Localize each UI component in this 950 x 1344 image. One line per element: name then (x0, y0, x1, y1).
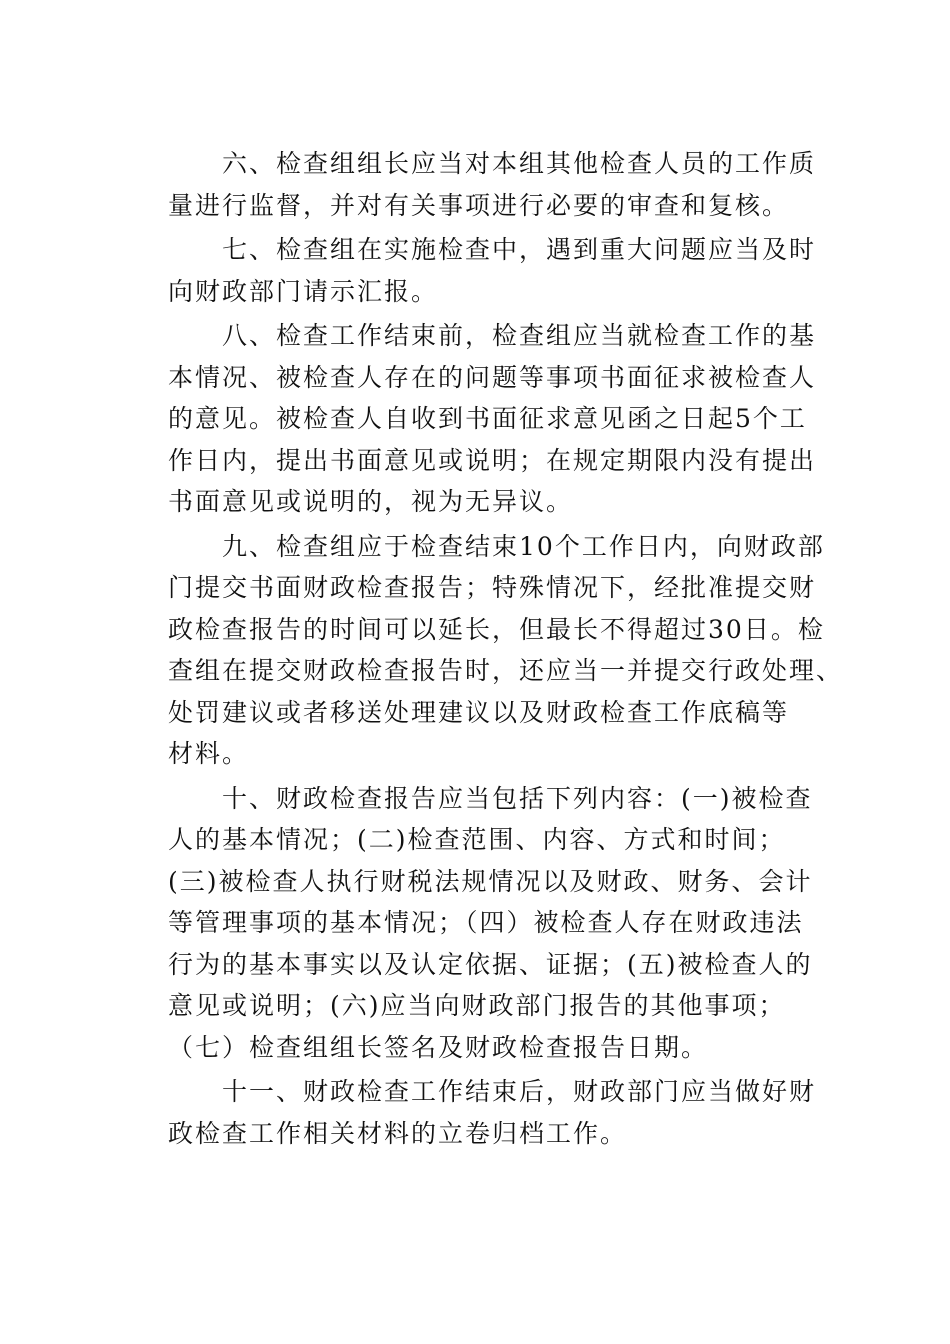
text-line: 向财政部门请示汇报。 (168, 276, 439, 306)
text-line: 处罚建议或者移送处理建议以及财政检查工作底稿等 (168, 697, 790, 727)
paragraph-six (168, 143, 817, 226)
paragraph-ten (168, 778, 813, 1069)
text-line: 行为的基本事实以及认定依据、证据；(五)被检查人的 (168, 949, 813, 979)
text-line: 本情况、被检查人存在的问题等事项书面征求被检查人 (168, 362, 817, 392)
text-line: 书面意见或说明的，视为无异议。 (168, 487, 574, 516)
text-line: 查组在提交财政检查报告时，还应当一并提交行政处理、 (168, 656, 844, 685)
text-line: 六、检查组组长应当对本组其他检查人员的工作质 (222, 149, 817, 178)
paragraph-nine (168, 526, 844, 775)
text-line: 八、检查工作结束前，检查组应当就检查工作的基 (222, 321, 817, 350)
paragraph-eleven (168, 1071, 817, 1154)
text-line: 人的基本情况；(二)检查范围、内容、方式和时间； (168, 825, 786, 854)
text-line: (三)被检查人执行财税法规情况以及财政、财务、会计 (168, 866, 813, 896)
document-body (168, 143, 844, 1154)
paragraph-seven (168, 229, 817, 312)
text-line: 材料。 (168, 739, 250, 768)
paragraph-eight (168, 315, 817, 523)
text-line: （七）检查组组长签名及财政检查报告日期。 (168, 1032, 709, 1062)
text-line: 的意见。被检查人自收到书面征求意见函之日起5个工 (168, 404, 807, 433)
text-line: 量进行监督，并对有关事项进行必要的审查和复核。 (168, 190, 790, 220)
text-line: 政检查报告的时间可以延长，但最长不得超过30日。检 (168, 614, 825, 644)
text-line: 七、检查组在实施检查中，遇到重大问题应当及时 (222, 235, 817, 264)
text-line: 十一、财政检查工作结束后，财政部门应当做好财 (222, 1077, 817, 1106)
text-line: 十、财政检查报告应当包括下列内容：(一)被检查 (222, 783, 813, 813)
text-line: 等管理事项的基本情况；（四）被检查人存在财政违法 (168, 908, 804, 937)
text-line: 九、检查组应于检查结束10个工作日内，向财政部 (222, 531, 825, 561)
text-line: 门提交书面财政检查报告；特殊情况下，经批准提交财 (168, 573, 817, 602)
text-line: 政检查工作相关材料的立卷归档工作。 (168, 1118, 628, 1148)
text-line: 作日内，提出书面意见或说明；在规定期限内没有提出 (168, 445, 817, 475)
text-line: 意见或说明；(六)应当向财政部门报告的其他事项； (168, 991, 786, 1020)
